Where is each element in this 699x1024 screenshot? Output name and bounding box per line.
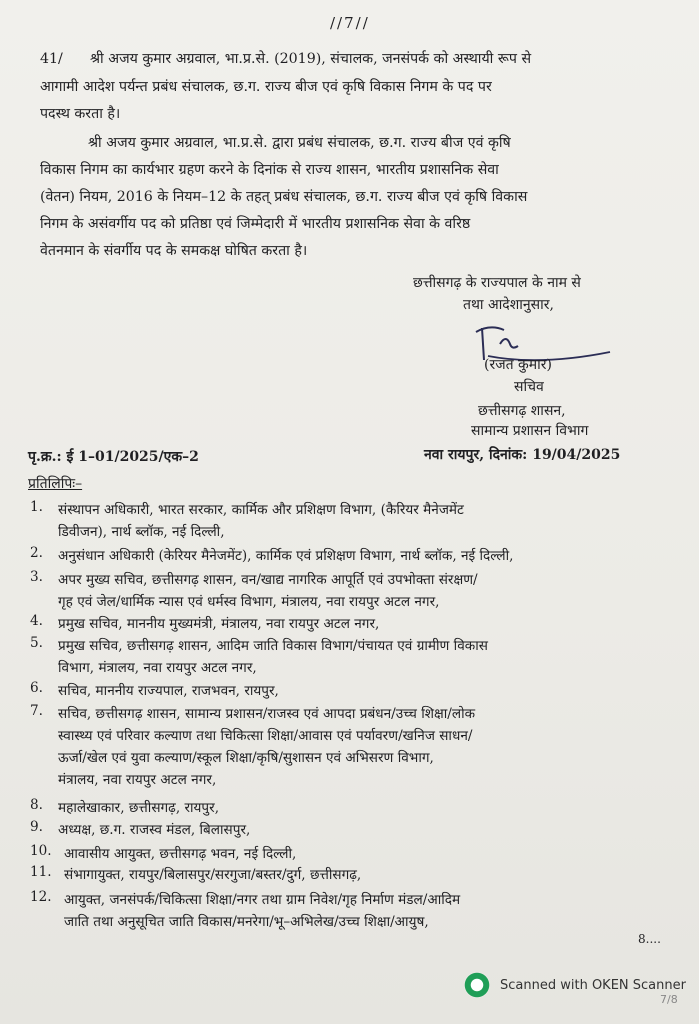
copy-item-line: गृह एवं जेल/धार्मिक न्यास एवं धर्मस्व विभाग, मंत्रालय, नवा रायपुर अटल नगर, bbox=[58, 594, 440, 610]
copy-item-line: विभाग, मंत्रालय, नवा रायपुर अटल नगर, bbox=[58, 660, 257, 676]
copy-item-number: 11. bbox=[30, 864, 52, 880]
order-para1-line2: आगामी आदेश पर्यन्त प्रबंध संचालक, छ.ग. राज्य बीज एवं कृषि विकास निगम के पद पर bbox=[40, 79, 492, 95]
copy-item-line: आयुक्त, जनसंपर्क/चिकित्सा शिक्षा/नगर तथा ग्राम निवेश/गृह निर्माण मंडल/आदिम bbox=[64, 892, 461, 908]
page-count: 7/8 bbox=[660, 993, 678, 1006]
copy-item-number: 1. bbox=[30, 499, 43, 515]
authority-line2: तथा आदेशानुसार, bbox=[463, 297, 554, 313]
scanner-watermark bbox=[464, 972, 686, 998]
copy-item-line: ऊर्जा/खेल एवं युवा कल्याण/स्कूल शिक्षा/कृषि/सुशासन एवं अभिसरण विभाग, bbox=[58, 750, 434, 766]
order-para2-line4: निगम के असंवर्गीय पद को प्रतिष्ठा एवं जिम्मेदारी में भारतीय प्रशासनिक सेवा के वरिष्ठ bbox=[40, 216, 471, 232]
order-para1-line3: पदस्थ करता है। bbox=[40, 106, 121, 122]
continuation-mark: 8.... bbox=[638, 932, 661, 946]
scanner-label: Scanned with OKEN Scanner bbox=[500, 977, 686, 993]
copy-item-number: 4. bbox=[30, 613, 43, 629]
copy-item-line: प्रमुख सचिव, माननीय मुख्यमंत्री, मंत्रालय, नवा रायपुर अटल नगर, bbox=[58, 616, 380, 632]
copy-item-line: अपर मुख्य सचिव, छत्तीसगढ़ शासन, वन/खाद्य नागरिक आपूर्ति एवं उपभोक्ता संरक्षण/ bbox=[58, 572, 478, 588]
signatory-name: (रजत कुमार) bbox=[484, 357, 552, 373]
copy-item-number: 6. bbox=[30, 680, 43, 696]
copy-item-number: 2. bbox=[30, 545, 43, 561]
order-para1-line1: श्री अजय कुमार अग्रवाल, भा.प्र.से. (2019), संचालक, जनसंपर्क को अस्थायी रूप से bbox=[90, 51, 532, 67]
copy-item-line: आवासीय आयुक्त, छत्तीसगढ़ भवन, नई दिल्ली, bbox=[64, 846, 297, 862]
copy-item-line: अनुसंधान अधिकारी (केरियर मैनेजमेंट), कार्मिक एवं प्रशिक्षण विभाग, नार्थ ब्लॉक, नई दिल्ली, bbox=[58, 548, 514, 564]
order-number: 41/ bbox=[40, 51, 63, 67]
authority-line1: छत्तीसगढ़ के राज्यपाल के नाम से bbox=[413, 275, 581, 291]
scanner-logo-icon bbox=[464, 972, 490, 998]
copy-item-number: 7. bbox=[30, 703, 43, 719]
signatory-designation: सचिव bbox=[514, 379, 544, 395]
copy-item-line: संभागायुक्त, रायपुर/बिलासपुर/सरगुजा/बस्तर/दुर्ग, छत्तीसगढ़, bbox=[64, 867, 362, 883]
order-para2-line2: विकास निगम का कार्यभार ग्रहण करने के दिनांक से राज्य शासन, भारतीय प्रशासनिक सेवा bbox=[40, 162, 499, 178]
copy-item-number: 10. bbox=[30, 843, 52, 859]
order-para2-line5: वेतनमान के संवर्गीय पद के समकक्ष घोषित करता है। bbox=[40, 243, 308, 259]
copy-item-number: 8. bbox=[30, 797, 43, 813]
copy-item-number: 3. bbox=[30, 569, 43, 585]
copy-item-line: अध्यक्ष, छ.ग. राजस्व मंडल, बिलासपुर, bbox=[58, 822, 251, 838]
page-marker: //7// bbox=[330, 14, 370, 32]
order-para2-line1: श्री अजय कुमार अग्रवाल, भा.प्र.से. द्वारा प्रबंध संचालक, छ.ग. राज्य बीज एवं कृषि bbox=[88, 135, 511, 151]
copy-item-line: संस्थापन अधिकारी, भारत सरकार, कार्मिक और प्रशिक्षण विभाग, (कैरियर मैनेजमेंट bbox=[58, 502, 464, 518]
copy-item-line: सचिव, छत्तीसगढ़ शासन, सामान्य प्रशासन/राजस्व एवं आपदा प्रबंधन/उच्च शिक्षा/लोक bbox=[58, 706, 476, 722]
copy-item-number: 12. bbox=[30, 889, 52, 905]
reference-place-date: नवा रायपुर, दिनांक: 19/04/2025 bbox=[424, 447, 621, 463]
signatory-office-line1: छत्तीसगढ़ शासन, bbox=[478, 403, 566, 419]
copy-item-line: डिवीजन), नार्थ ब्लॉक, नई दिल्ली, bbox=[58, 524, 225, 540]
copy-item-line: मंत्रालय, नवा रायपुर अटल नगर, bbox=[58, 772, 217, 788]
copy-item-line: महालेखाकार, छत्तीसगढ़, रायपुर, bbox=[58, 800, 220, 816]
signatory-office-line2: सामान्य प्रशासन विभाग bbox=[471, 423, 589, 439]
order-para2-line3: (वेतन) नियम, 2016 के नियम–12 के तहत् प्रबंध संचालक, छ.ग. राज्य बीज एवं कृषि विकास bbox=[40, 189, 528, 205]
copy-item-line: सचिव, माननीय राज्यपाल, राजभवन, रायपुर, bbox=[58, 683, 279, 699]
copy-item-number: 9. bbox=[30, 819, 43, 835]
copy-item-number: 5. bbox=[30, 635, 43, 651]
reference-number: पृ.क्र.: ई 1–01/2025/एक–2 bbox=[28, 449, 199, 465]
copy-heading: प्रतिलिपिः– bbox=[28, 476, 83, 492]
copy-item-line: जाति तथा अनुसूचित जाति विकास/मनरेगा/भू–अभिलेख/उच्च शिक्षा/आयुष, bbox=[64, 914, 429, 930]
copy-item-line: प्रमुख सचिव, छत्तीसगढ़ शासन, आदिम जाति विकास विभाग/पंचायत एवं ग्रामीण विकास bbox=[58, 638, 488, 654]
copy-item-line: स्वास्थ्य एवं परिवार कल्याण तथा चिकित्सा शिक्षा/आवास एवं पर्यावरण/खनिज साधन/ bbox=[58, 728, 473, 744]
